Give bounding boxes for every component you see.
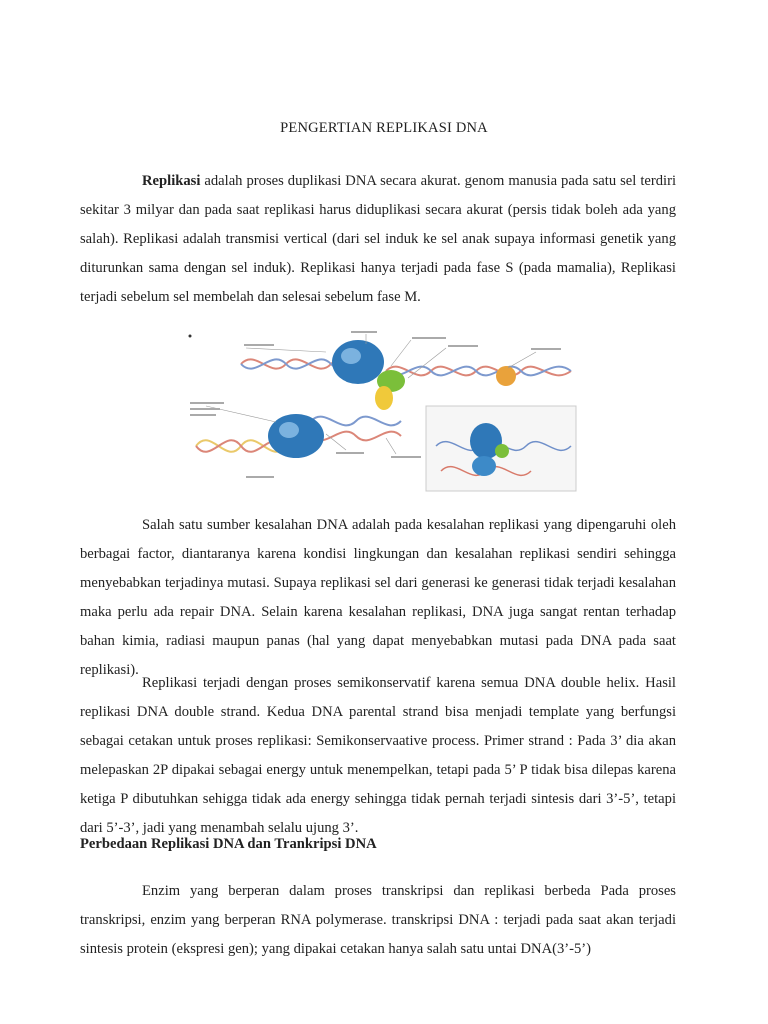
- dna-replication-figure: [186, 326, 586, 496]
- inset-detail: [426, 406, 576, 491]
- primase-shape: [375, 386, 393, 410]
- dna-polymerase-shape: [332, 340, 384, 384]
- paragraph-replication-definition: [80, 167, 676, 312]
- section-heading: Perbedaan Replikasi DNA dan Trankripsi DNA: [80, 836, 377, 852]
- topoisomerase-shape: [496, 366, 516, 386]
- paragraph-transcription-difference: Enzim yang berperan dalam proses transkripsi dan replikasi berbeda Pada proses transkripsi, enzim yang berperan RNA polymerase. transkripsi DNA : terjadi pada saat akan terjadi sintesis protein (ekspresi gen); yang dipakai cetakan hanya salah satu untai DNA(3’-5’): [80, 883, 676, 957]
- paragraph-text: adalah proses duplikasi DNA secara akurat. genom manusia pada satu sel terdiri sekitar 3 milyar dan pada saat replikasi harus diduplikasi secara akurat (persis tidak boleh ada yang salah). Replikasi adalah transmisi vertical (dari sel induk ke sel anak supaya informasi genetik yang diturunkan sama dengan sel induk). Replikasi hanya terjadi pada fase S (pada mamalia), Replikasi terjadi sebelum sel membelah dan selesai sebelum fase M.: [80, 173, 676, 305]
- page-title: PENGERTIAN REPLIKASI DNA: [280, 120, 488, 136]
- paragraph-semiconservative: Replikasi terjadi dengan proses semikonservatif karena semua DNA double helix. Hasil replikasi DNA double strand. Kedua DNA parental strand bisa menjadi template yang berfungsi sebagai cetakan untuk proses replikasi: Semikonservaative process. Primer strand : Pada 3’ dia akan melepaskan 2P dipakai sebagai energy untuk menempelkan, tetapi pada 5’ P tidak bisa dilepas karena ketiga P dibutuhkan sehigga tidak ada energy sehingga tidak pernah terjadi sintesis dari 3’-5’, tetapi dari 5’-3’, jadi yang menambah selalu ujung 3’.: [80, 675, 676, 836]
- paragraph-replication-errors: Salah satu sumber kesalahan DNA adalah pada kesalahan replikasi yang dipengaruhi oleh berbagai factor, diantaranya karena kondisi lingkungan dan kesalahan replikasi sendiri sehingga menyebabkan terjadinya mutasi. Supaya replikasi sel dari generasi ke generasi tidak terjadi kesalahan maka perlu ada repair DNA. Selain karena kesalahan replikasi, DNA juga sangat rentan terhadap bahan kimia, radiasi maupun panas (hal yang dapat menyebabkan mutasi pada DNA pada saat replikasi).: [80, 517, 676, 678]
- bottom-polymerase-shape: [268, 414, 324, 458]
- paragraph-lead-term: Replikasi: [142, 173, 201, 189]
